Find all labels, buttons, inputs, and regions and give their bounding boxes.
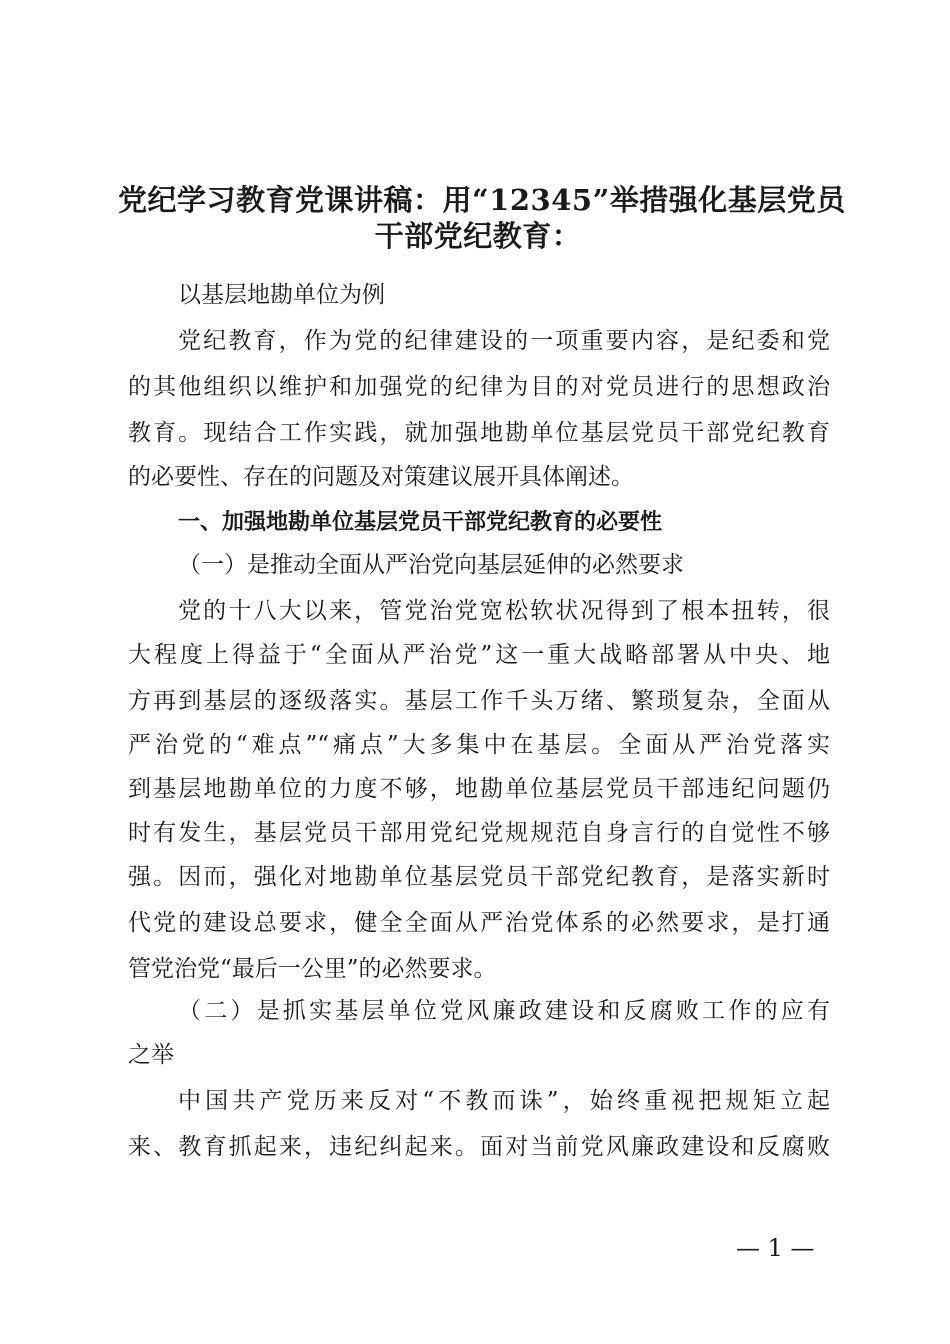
document-title-line-1: 党纪学习教育党课讲稿：用“12345”举措强化基层党员 <box>118 183 846 217</box>
paragraph-line: 严治党的“难点”“痛点”大多集中在基层。全面从严治党落实 <box>128 732 830 758</box>
intro-line: 的必要性、存在的问题及对策建议展开具体阐述。 <box>128 464 634 490</box>
intro-line: 教育。现结合工作实践，就加强地勘单位基层党员干部党纪教育 <box>128 420 830 446</box>
paragraph-line: 大程度上得益于“全面从严治党”这一重大战略部署从中央、地 <box>128 642 830 668</box>
document-title-line-2: 干部党纪教育： <box>374 219 582 253</box>
intro-line: 的其他组织以维护和加强党的纪律为目的对党员进行的思想政治 <box>128 374 830 400</box>
paragraph-line: 管党治党“最后一公里”的必然要求。 <box>128 956 497 982</box>
paragraph-line: 代党的建设总要求，健全全面从严治党体系的必然要求，是打通 <box>128 910 830 936</box>
paragraph-line: 来、教育抓起来，违纪纠起来。面对当前党风廉政建设和反腐败 <box>128 1134 830 1160</box>
page-number: — 1 — <box>736 1234 815 1262</box>
paragraph-line: 时有发生，基层党员干部用党纪党规规范自身言行的自觉性不够 <box>128 820 830 846</box>
paragraph-line: 党的十八大以来，管党治党宽松软状况得到了根本扭转，很 <box>178 598 830 624</box>
subtitle: 以基层地勘单位为例 <box>178 282 385 308</box>
subsection-heading-2: （二）是抓实基层单位党风廉政建设和反腐败工作的应有 <box>178 998 830 1024</box>
paragraph-line: 强。因而，强化对地勘单位基层党员干部党纪教育，是落实新时 <box>128 864 830 890</box>
paragraph-line: 到基层地勘单位的力度不够，地勘单位基层党员干部违纪问题仍 <box>128 776 830 802</box>
intro-line: 党纪教育，作为党的纪律建设的一项重要内容，是纪委和党 <box>178 328 830 354</box>
paragraph-line: 中国共产党历来反对“不教而诛”，始终重视把规矩立起 <box>178 1088 830 1114</box>
subsection-heading-1: （一）是推动全面从严治党向基层延伸的必然要求 <box>178 552 684 578</box>
subsection-heading-2: 之举 <box>128 1042 174 1068</box>
paragraph-line: 方再到基层的逐级落实。基层工作千头万绪、繁琐复杂，全面从 <box>128 688 830 714</box>
section-heading-1: 一、加强地勘单位基层党员干部党纪教育的必要性 <box>178 510 663 535</box>
